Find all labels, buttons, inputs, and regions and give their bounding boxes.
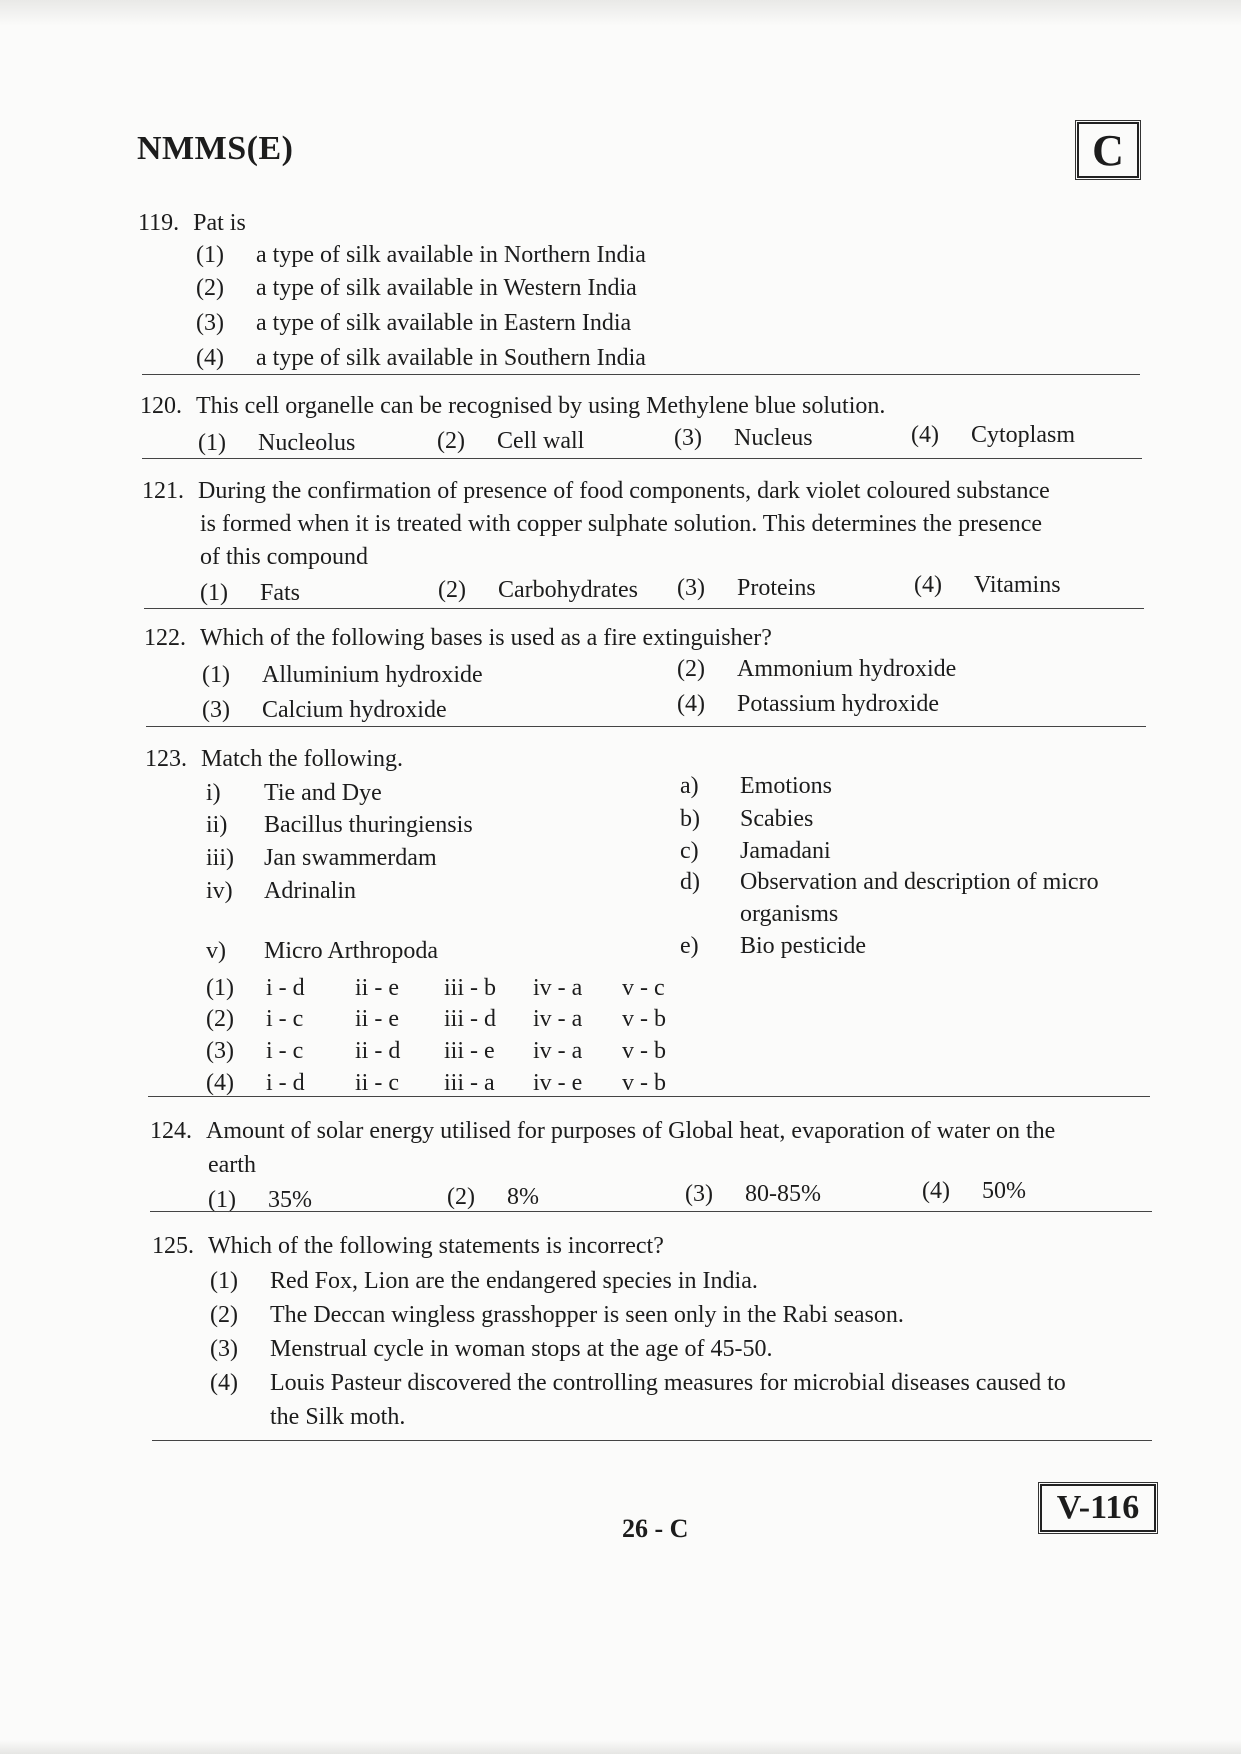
match-right-b: b) Scabies: [680, 806, 814, 832]
question-125: [152, 1233, 664, 1260]
question-120: [140, 393, 885, 420]
booklet-code-box: [1040, 1484, 1156, 1532]
option-123-2: (2) i - c ii - e iii - d iv - a v - b: [206, 1006, 666, 1032]
match-right-d-continued: organisms: [740, 901, 839, 927]
option-125-2: (2) The Deccan wingless grasshopper is seen only in the Rabi season.: [210, 1302, 904, 1328]
option-119-1: (1) a type of silk available in Northern India: [196, 242, 646, 268]
page-number: 26 - C: [622, 1514, 689, 1543]
option-125-3: (3) Menstrual cycle in woman stops at the age of 45-50.: [210, 1336, 773, 1362]
divider: [142, 374, 1140, 375]
divider: [142, 458, 1142, 459]
option-122-1: (1) Alluminium hydroxide: [202, 662, 483, 688]
match-left-iii: iii) Jan swammerdam: [206, 845, 437, 871]
option-119-2: (2) a type of silk available in Western India: [196, 275, 637, 301]
divider: [146, 726, 1146, 727]
option-120-2: (2) Cell wall: [437, 428, 585, 454]
paper-code-box: [1077, 122, 1139, 178]
option-121-4: (4) Vitamins: [914, 572, 1061, 598]
question-121: [142, 478, 1050, 505]
booklet-code: V-116: [1056, 1489, 1140, 1526]
match-left-i: i) Tie and Dye: [206, 780, 382, 806]
divider: [148, 1096, 1150, 1097]
question-text: Which of the following statements is incorrect?: [208, 1233, 664, 1259]
option-123-3: (3) i - c ii - d iii - e iv - a v - b: [206, 1038, 666, 1064]
question-text-line-3: of this compound: [200, 544, 368, 570]
match-left-v: v) Micro Arthropoda: [206, 938, 438, 964]
question-123: [145, 746, 403, 773]
option-119-3: (3) a type of silk available in Eastern India: [196, 310, 632, 336]
question-number: 124.: [150, 1118, 192, 1144]
option-120-3: (3) Nucleus: [674, 425, 813, 451]
option-122-4: (4) Potassium hydroxide: [677, 691, 939, 717]
match-right-d: d) Observation and description of micro: [680, 869, 1099, 895]
match-right-c: c) Jamadani: [680, 838, 831, 864]
question-122: [144, 625, 772, 652]
question-text-line-2: earth: [208, 1152, 256, 1178]
option-119-4: (4) a type of silk available in Southern India: [196, 345, 646, 371]
question-number: 120.: [140, 393, 182, 419]
option-124-1: (1) 35%: [208, 1187, 312, 1213]
question-number: 125.: [152, 1233, 194, 1259]
scan-bottom-edge: [0, 1740, 1241, 1754]
question-text: Match the following.: [201, 746, 403, 772]
question-text: Which of the following bases is used as a fire extinguisher?: [200, 625, 772, 651]
option-124-3: (3) 80-85%: [685, 1181, 821, 1207]
question-text-line-1: Amount of solar energy utilised for purposes of Global heat, evaporation of water on the: [206, 1118, 1056, 1144]
match-left-ii: ii) Bacillus thuringiensis: [206, 812, 473, 838]
option-120-1: (1) Nucleolus: [198, 430, 356, 456]
question-number: 122.: [144, 625, 186, 651]
option-121-1: (1) Fats: [200, 580, 301, 606]
divider: [144, 608, 1144, 609]
option-125-4: (4) Louis Pasteur discovered the controlling measures for microbial diseases caused to: [210, 1370, 1066, 1396]
question-number: 119.: [138, 210, 180, 236]
option-120-4: (4) Cytoplasm: [911, 422, 1076, 448]
match-left-iv: iv) Adrinalin: [206, 878, 356, 904]
option-124-2: (2) 8%: [447, 1184, 539, 1210]
question-124: [150, 1118, 1055, 1145]
option-122-2: (2) Ammonium hydroxide: [677, 656, 957, 682]
question-number: 123.: [145, 746, 187, 772]
divider: [152, 1440, 1152, 1441]
question-text: This cell organelle can be recognised by using Methylene blue solution.: [196, 393, 886, 419]
option-124-4: (4) 50%: [922, 1178, 1026, 1204]
question-119: [138, 210, 246, 237]
match-right-a: a) Emotions: [680, 773, 833, 799]
question-text: Pat is: [193, 210, 246, 236]
paper-title: NMMS(E): [137, 130, 294, 167]
scan-top-edge: [0, 0, 1241, 26]
paper-code: C: [1092, 125, 1124, 175]
question-number: 121.: [142, 478, 184, 504]
divider: [150, 1211, 1152, 1212]
question-text-line-2: is formed when it is treated with copper sulphate solution. This determines the presence: [200, 511, 1043, 537]
option-121-3: (3) Proteins: [677, 575, 816, 601]
option-121-2: (2) Carbohydrates: [438, 577, 638, 603]
question-text-line-1: During the confirmation of presence of food components, dark violet coloured substance: [198, 478, 1050, 504]
option-123-4: (4) i - d ii - c iii - a iv - e v - b: [206, 1070, 666, 1096]
option-125-4-continued: the Silk moth.: [270, 1404, 406, 1430]
option-125-1: (1) Red Fox, Lion are the endangered species in India.: [210, 1268, 758, 1294]
option-123-1: (1) i - d ii - e iii - b iv - a v - c: [206, 975, 665, 1001]
option-122-3: (3) Calcium hydroxide: [202, 697, 447, 723]
match-right-e: e) Bio pesticide: [680, 933, 866, 959]
